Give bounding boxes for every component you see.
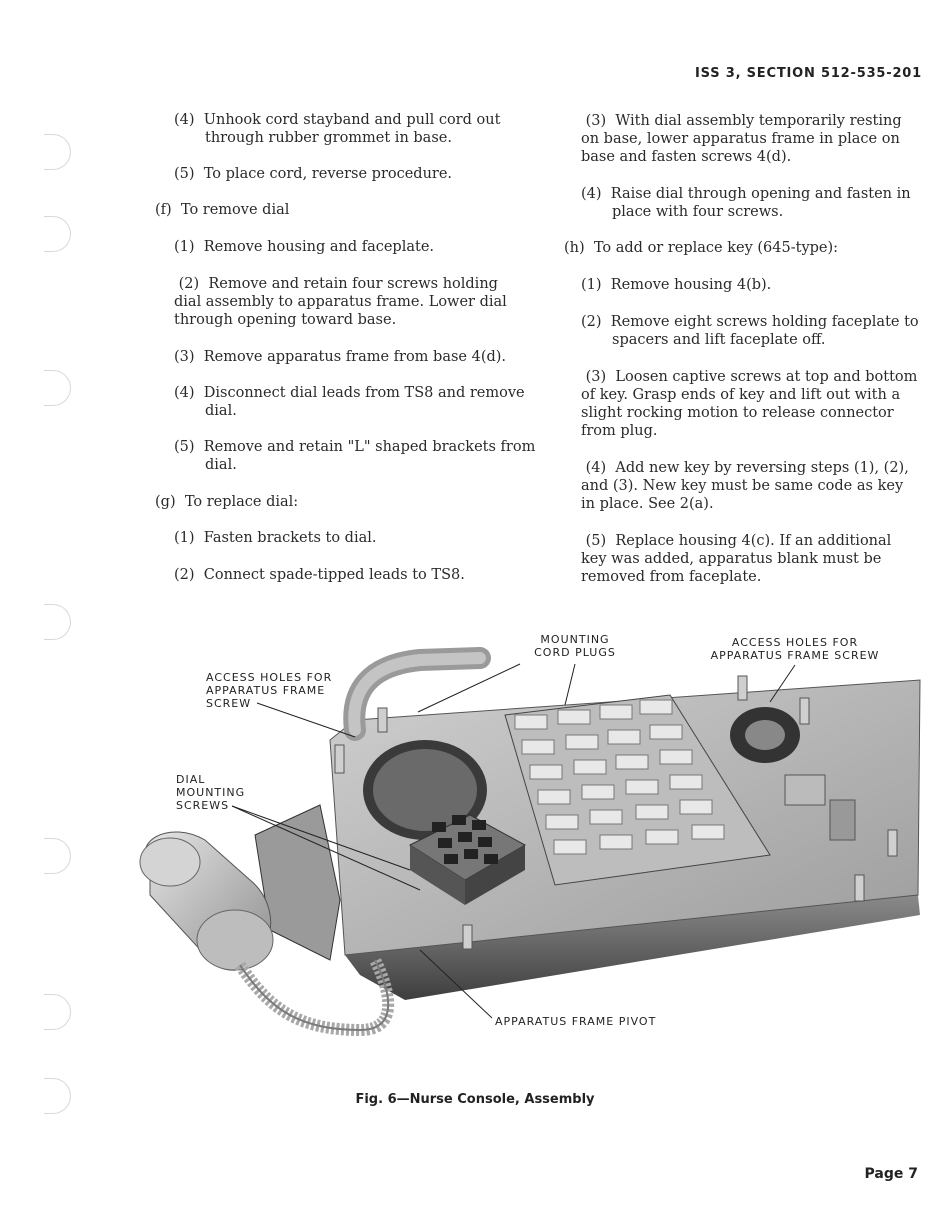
right-g-4: (4) Raise dial through opening and fasten in place with four screws. (581, 186, 911, 220)
right-subhead-h: (h) To add or replace key (645-type): (564, 240, 839, 256)
right-h-3: (3) Loosen captive screws at top and bottom of key. Grasp ends of key and lift out with a slight rocking motion to release connector from plug. (581, 369, 918, 439)
handset (140, 832, 273, 970)
left-f-1: (1) Remove housing and faceplate. (174, 239, 435, 255)
left-subhead-f: (f) To remove dial (155, 202, 290, 218)
label-mounting-cord-plugs: MOUNTING CORD PLUGS (534, 633, 616, 659)
left-f-5: (5) Remove and retain "L" shaped brackets from dial. (174, 439, 536, 473)
right-h-4: (4) Add new key by reversing steps (1), (2), and (3). New key must be same code as key in place. See 2(a). (581, 460, 909, 512)
right-g-3: (3) With dial assembly temporarily resting on base, lower apparatus frame in place on base and fasten screws 4(d). (581, 113, 902, 165)
section-header: ISS 3, SECTION 512-535-201 (695, 66, 922, 81)
label-access-holes-left: ACCESS HOLES FOR APPARATUS FRAME SCREW (206, 671, 333, 710)
right-h-5: (5) Replace housing 4(c). If an additional key was added, apparatus blank must be removed from faceplate. (581, 533, 892, 585)
label-access-holes-right: ACCESS HOLES FOR APPARATUS FRAME SCREW (710, 636, 880, 662)
left-g-2: (2) Connect spade-tipped leads to TS8. (174, 567, 465, 583)
left-g-1: (1) Fasten brackets to dial. (174, 530, 377, 546)
label-apparatus-frame-pivot: APPARATUS FRAME PIVOT (495, 1015, 657, 1028)
label-dial-mounting-screws: DIAL MOUNTING SCREWS (176, 773, 246, 812)
page-number: Page 7 (864, 1166, 918, 1182)
left-para-5: (5) To place cord, reverse procedure. (174, 166, 453, 182)
left-para-4: (4) Unhook cord stayband and pull cord out through rubber grommet in base. (174, 112, 501, 146)
left-f-2: (2) Remove and retain four screws holding dial assembly to apparatus frame. Lower dial through opening toward base. (174, 276, 507, 328)
right-h-1: (1) Remove housing 4(b). (581, 277, 772, 293)
left-subhead-g: (g) To replace dial: (155, 494, 299, 510)
right-h-2: (2) Remove eight screws holding faceplate to spacers and lift faceplate off. (581, 314, 919, 348)
left-f-3: (3) Remove apparatus frame from base 4(d). (174, 349, 507, 365)
left-f-4: (4) Disconnect dial leads from TS8 and remove dial. (174, 385, 525, 419)
figure-caption: Fig. 6—Nurse Console, Assembly (355, 1092, 595, 1107)
